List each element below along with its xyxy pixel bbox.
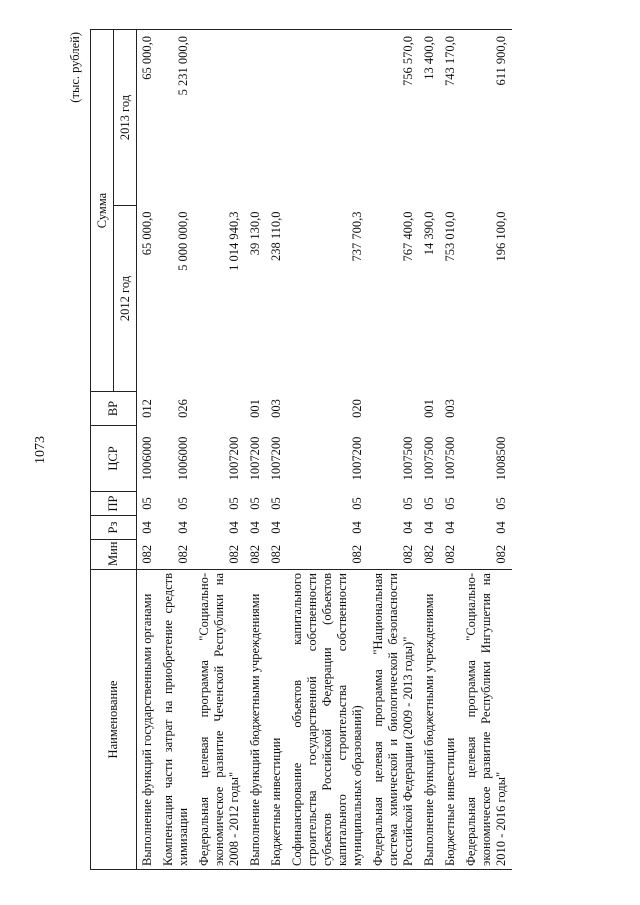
row-sum-2013 [194, 30, 245, 206]
row-sum-2012: 39 130,0 [248, 211, 262, 256]
row-sum-2012: 753 010,0 [443, 211, 457, 262]
row-min: 082 [176, 544, 190, 564]
row-name: Федеральная целевая программа "Социально-экономическое развитие Чеченской Республики на 2008 - 2012 годы" [194, 570, 245, 870]
table-row [245, 30, 266, 870]
row-csr: 1007500 [443, 436, 457, 481]
header-rz: Рз [91, 516, 137, 540]
row-min: 082 [443, 544, 457, 564]
row-rz: 04 [176, 521, 190, 534]
row-sum-2013: 5 231 000,0 [158, 30, 194, 206]
row-vr [461, 392, 512, 426]
row-vr: 003 [443, 399, 457, 418]
row-pr: 05 [401, 497, 415, 510]
row-vr [194, 392, 245, 426]
row-sum-2013 [266, 30, 287, 206]
row-name: Выполнение функций бюджетными учреждениями [245, 570, 266, 870]
row-vr: 003 [269, 399, 283, 418]
row-sum-2012: 238 110,0 [269, 211, 283, 262]
row-rz: 04 [494, 521, 508, 534]
row-sum-2012: 196 100,0 [494, 211, 508, 262]
row-sum-2012: 5 000 000,0 [176, 211, 190, 271]
row-csr: 1007500 [422, 436, 436, 481]
row-min: 082 [248, 544, 262, 564]
row-vr: 001 [422, 399, 436, 418]
row-name: Федеральная целевая программа "Социально-экономическое развитие Республики Ингушетия на 2010 - 2016 годы" [461, 570, 512, 870]
table-row [158, 30, 194, 870]
row-rz: 04 [422, 521, 436, 534]
row-sum-2012: 65 000,0 [140, 211, 154, 256]
row-vr: 001 [248, 399, 262, 418]
page-number: 1073 [33, 436, 48, 464]
row-name: Бюджетные инвестиции [266, 570, 287, 870]
header-year-2013: 2013 год [114, 30, 137, 206]
row-min: 082 [494, 544, 508, 564]
row-pr: 05 [140, 497, 154, 510]
header-vr: ВР [91, 392, 137, 426]
row-min: 082 [269, 544, 283, 564]
row-vr: 026 [176, 399, 190, 418]
row-sum-2013: 611 900,0 [461, 30, 512, 206]
row-rz: 04 [350, 521, 364, 534]
row-name: Бюджетные инвестиции [440, 570, 461, 870]
table-row [368, 30, 419, 870]
row-rz: 04 [401, 521, 415, 534]
row-name: Федеральная целевая программа "Национальная система химической и биологической безопасности Российской Федерации (2009 - 2013 годы)" [368, 570, 419, 870]
header-pr: ПР [91, 492, 137, 516]
row-csr: 1006000 [140, 436, 154, 481]
row-sum-2012: 14 390,0 [422, 211, 436, 256]
rotated-table-sheet [33, 30, 550, 870]
row-sum-2012: 1 014 940,3 [227, 211, 241, 271]
table-row [266, 30, 287, 870]
header-name: Наименование [91, 570, 137, 870]
row-pr: 05 [227, 497, 241, 510]
row-pr: 05 [269, 497, 283, 510]
row-vr [368, 392, 419, 426]
row-min: 082 [350, 544, 364, 564]
row-csr: 1006000 [176, 436, 190, 481]
row-rz: 04 [248, 521, 262, 534]
row-vr: 020 [350, 399, 364, 418]
row-sum-2013 [287, 30, 368, 206]
row-pr: 05 [494, 497, 508, 510]
row-pr: 05 [350, 497, 364, 510]
unit-note: (тыс. рублей) [68, 32, 82, 103]
row-rz: 04 [269, 521, 283, 534]
table-row [440, 30, 461, 870]
row-sum-2013: 743 170,0 [440, 30, 461, 206]
row-csr: 1007200 [350, 436, 364, 481]
row-sum-2013 [245, 30, 266, 206]
row-name: Выполнение функций государственными органами [137, 570, 159, 870]
budget-table [90, 29, 512, 870]
row-name: Выполнение функций бюджетными учреждениями [419, 570, 440, 870]
row-csr: 1007500 [401, 436, 415, 481]
row-rz: 04 [227, 521, 241, 534]
row-vr: 012 [140, 399, 154, 418]
row-rz: 04 [443, 521, 457, 534]
row-min: 082 [140, 544, 154, 564]
table-row [287, 30, 368, 870]
table-row [419, 30, 440, 870]
row-sum-2013: 13 400,0 [419, 30, 440, 206]
row-csr: 1008500 [494, 436, 508, 481]
row-pr: 05 [176, 497, 190, 510]
table-row [461, 30, 512, 870]
row-sum-2013: 65 000,0 [137, 30, 159, 206]
header-year-2012: 2012 год [114, 206, 137, 392]
row-pr: 05 [248, 497, 262, 510]
row-sum-2012: 767 400,0 [401, 211, 415, 262]
row-min: 082 [227, 544, 241, 564]
table-row [137, 30, 159, 870]
header-sum: Сумма [91, 30, 114, 392]
header-csr: ЦСР [91, 426, 137, 492]
header-min: Мин [91, 540, 137, 570]
row-sum-2013: 756 570,0 [368, 30, 419, 206]
row-sum-2012: 737 700,3 [350, 211, 364, 262]
row-min: 082 [422, 544, 436, 564]
row-csr: 1007200 [248, 436, 262, 481]
row-rz: 04 [140, 521, 154, 534]
row-min: 082 [401, 544, 415, 564]
table-row [194, 30, 245, 870]
row-pr: 05 [443, 497, 457, 510]
row-csr: 1007200 [269, 436, 283, 481]
row-pr: 05 [422, 497, 436, 510]
row-name: Софинансирование объектов капитального строительства государственной собственности субъектов Российской Федерации (объектов капитального строительства собственности муниципальных образований) [287, 570, 368, 870]
row-csr: 1007200 [227, 436, 241, 481]
row-name: Компенсация части затрат на приобретение средств химизации [158, 570, 194, 870]
